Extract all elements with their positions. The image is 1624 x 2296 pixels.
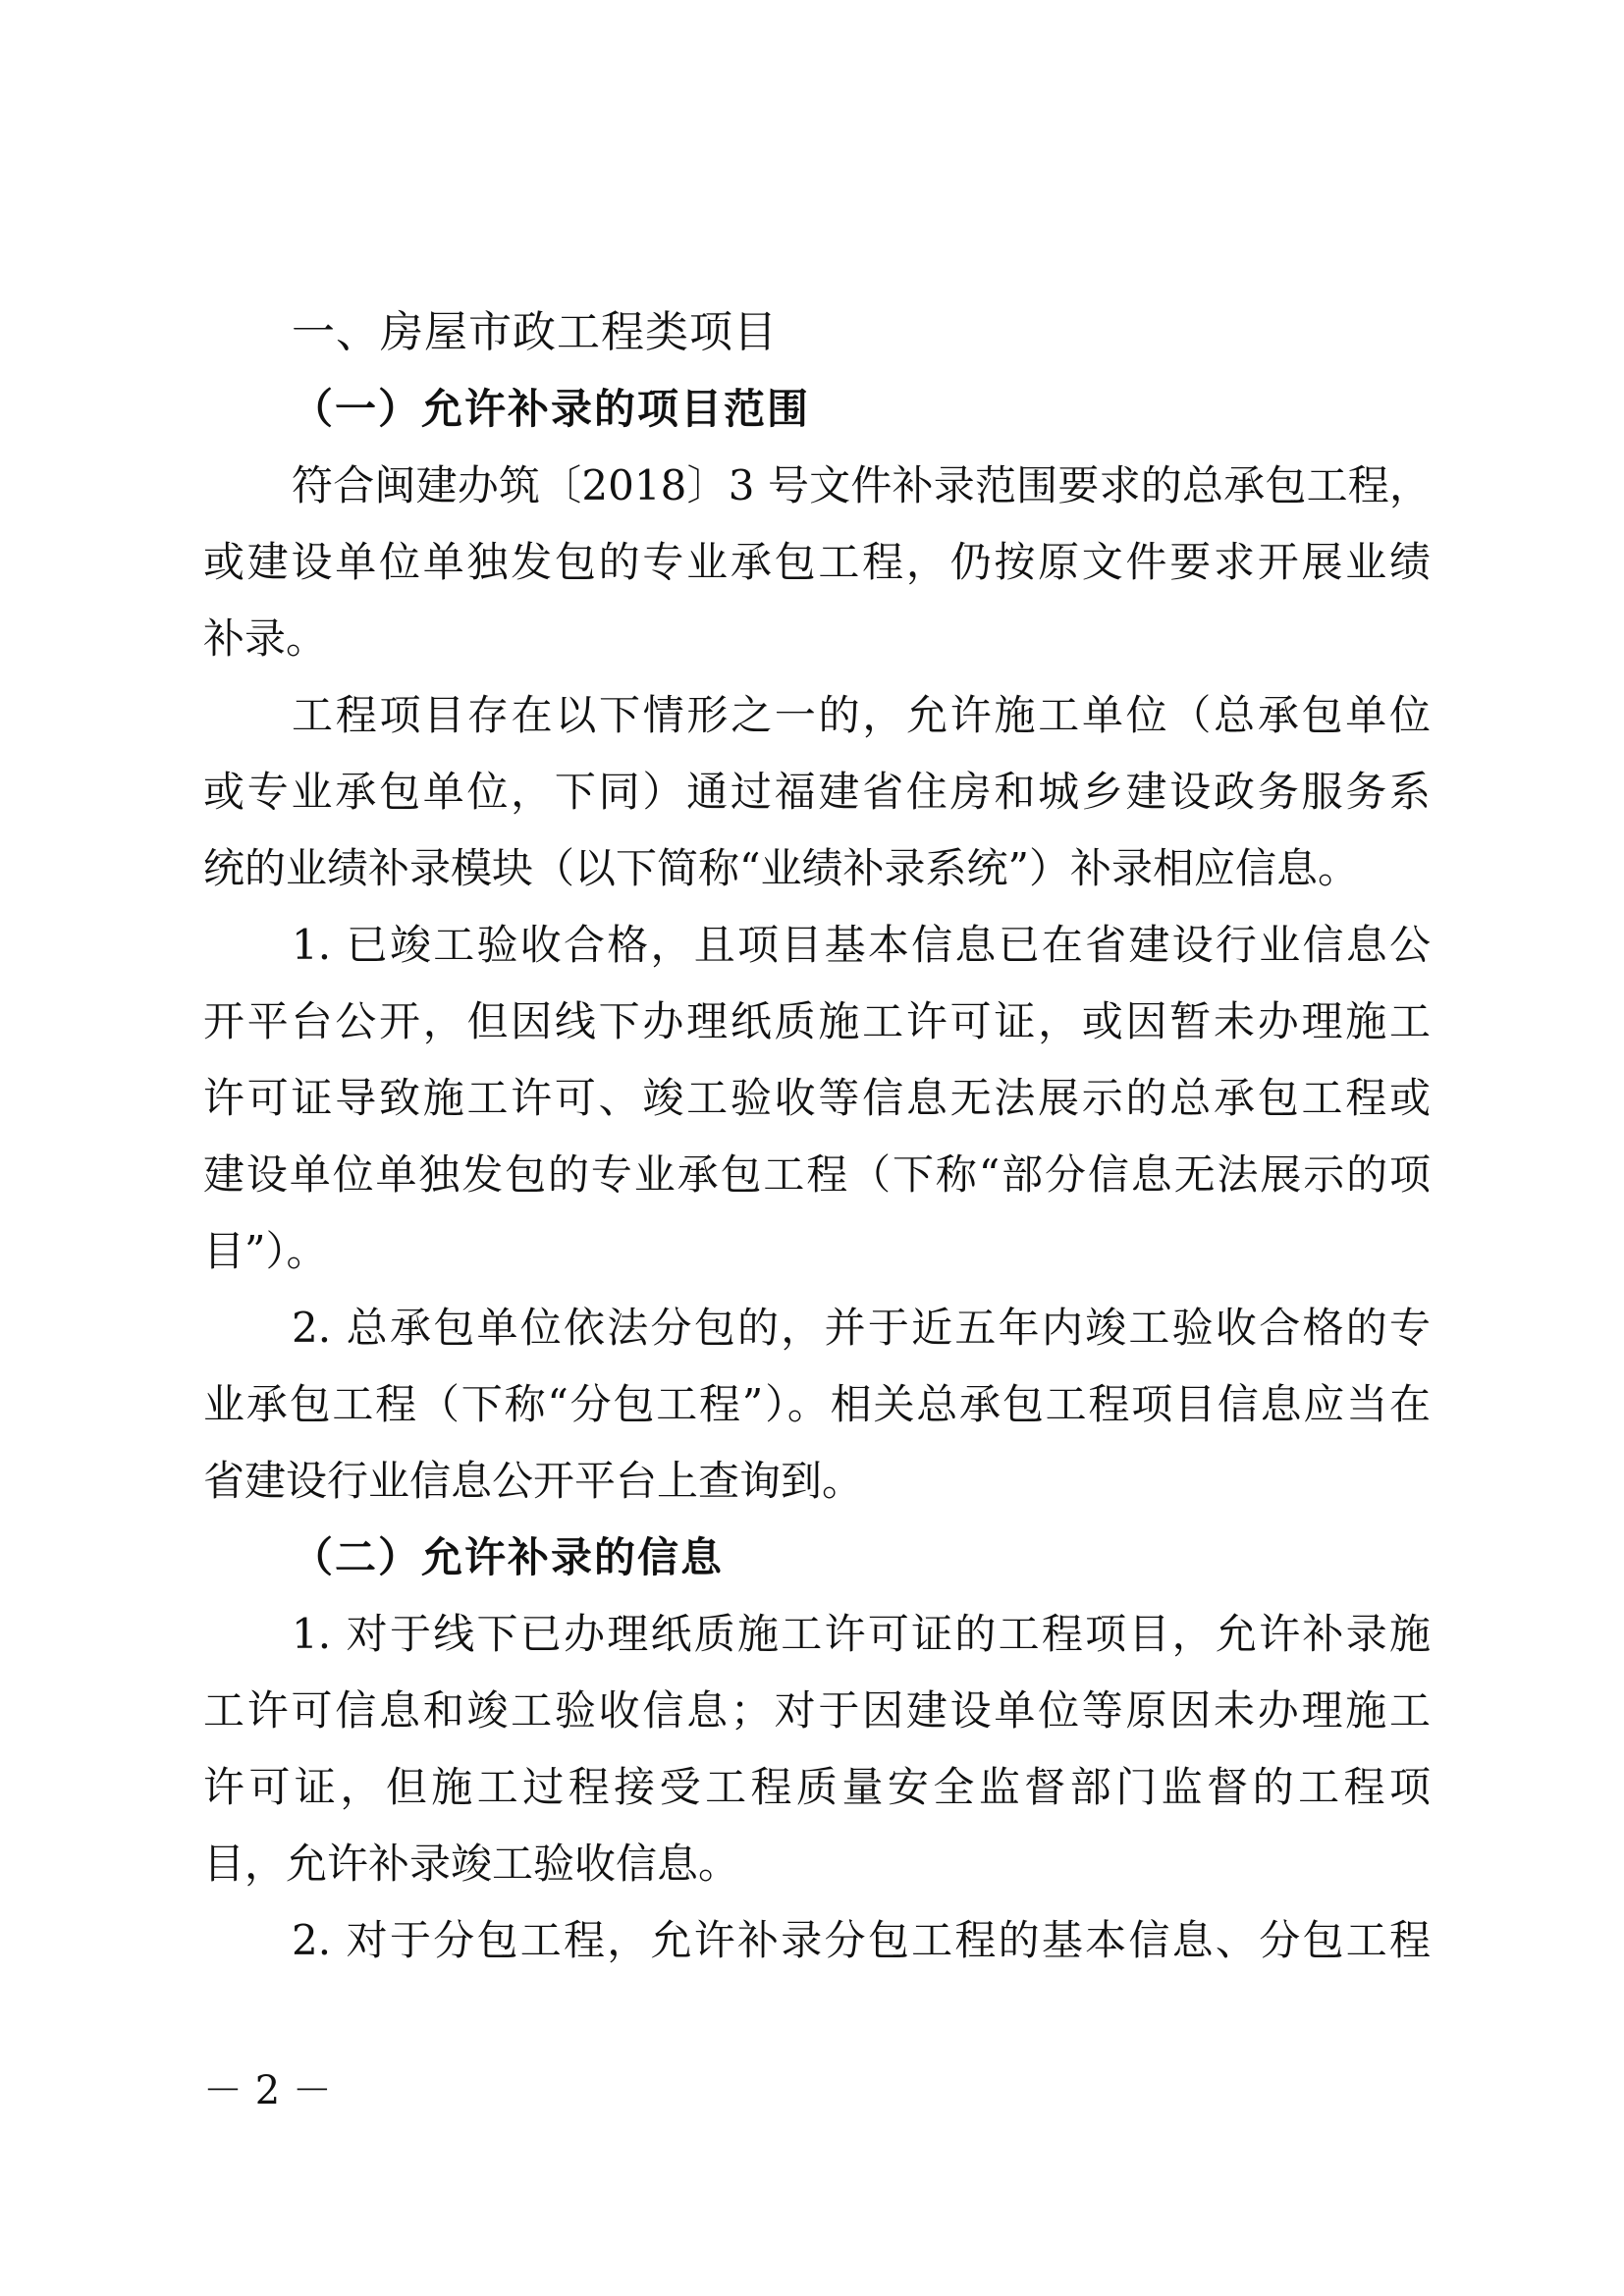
heading-1: 一、房屋市政工程类项目 (292, 307, 778, 357)
list-item-line: 许可证，但施工过程接受工程质量安全监督部门监督的工程项 (203, 1763, 1431, 1811)
list-item-line: 省建设行业信息公开平台上查询到。 (203, 1457, 864, 1505)
list-item-line: 建设单位单独发包的专业承包工程（下称“部分信息无法展示的项 (203, 1150, 1431, 1199)
page-number: － 2 － (203, 2068, 332, 2113)
section-1-title: （一）允许补录的项目范围 (292, 385, 811, 433)
paragraph-line: 补录。 (203, 614, 328, 663)
list-item-line: 目”）。 (203, 1227, 328, 1275)
list-item-line: 工许可信息和竣工验收信息；对于因建设单位等原因未办理施工 (203, 1686, 1431, 1735)
list-item-line: 2. 总承包单位依法分包的，并于近五年内竣工验收合格的专 (292, 1304, 1431, 1352)
list-item-line: 1. 对于线下已办理纸质施工许可证的工程项目，允许补录施 (292, 1610, 1431, 1658)
paragraph-line: 统的业绩补录模块（以下简称“业绩补录系统”）补录相应信息。 (203, 844, 1359, 892)
paragraph-line: 符合闽建办筑〔2018〕3 号文件补录范围要求的总承包工程， (292, 461, 1431, 509)
list-item-line: 1. 已竣工验收合格，且项目基本信息已在省建设行业信息公 (292, 921, 1431, 969)
list-item-line: 2. 对于分包工程，允许补录分包工程的基本信息、分包工程 (292, 1916, 1431, 1964)
list-item-line: 目，允许补录竣工验收信息。 (203, 1840, 740, 1888)
list-item-line: 业承包工程（下称“分包工程”）。相关总承包工程项目信息应当在 (203, 1380, 1431, 1428)
section-2-title: （二）允许补录的信息 (292, 1533, 725, 1581)
paragraph-line: 或建设单位单独发包的专业承包工程，仍按原文件要求开展业绩 (203, 538, 1431, 586)
paragraph-line: 工程项目存在以下情形之一的，允许施工单位（总承包单位 (292, 691, 1431, 739)
list-item-line: 开平台公开，但因线下办理纸质施工许可证，或因暂未办理施工 (203, 997, 1431, 1045)
paragraph-line: 或专业承包单位，下同）通过福建省住房和城乡建设政务服务系 (203, 768, 1431, 816)
list-item-line: 许可证导致施工许可、竣工验收等信息无法展示的总承包工程或 (203, 1074, 1431, 1122)
